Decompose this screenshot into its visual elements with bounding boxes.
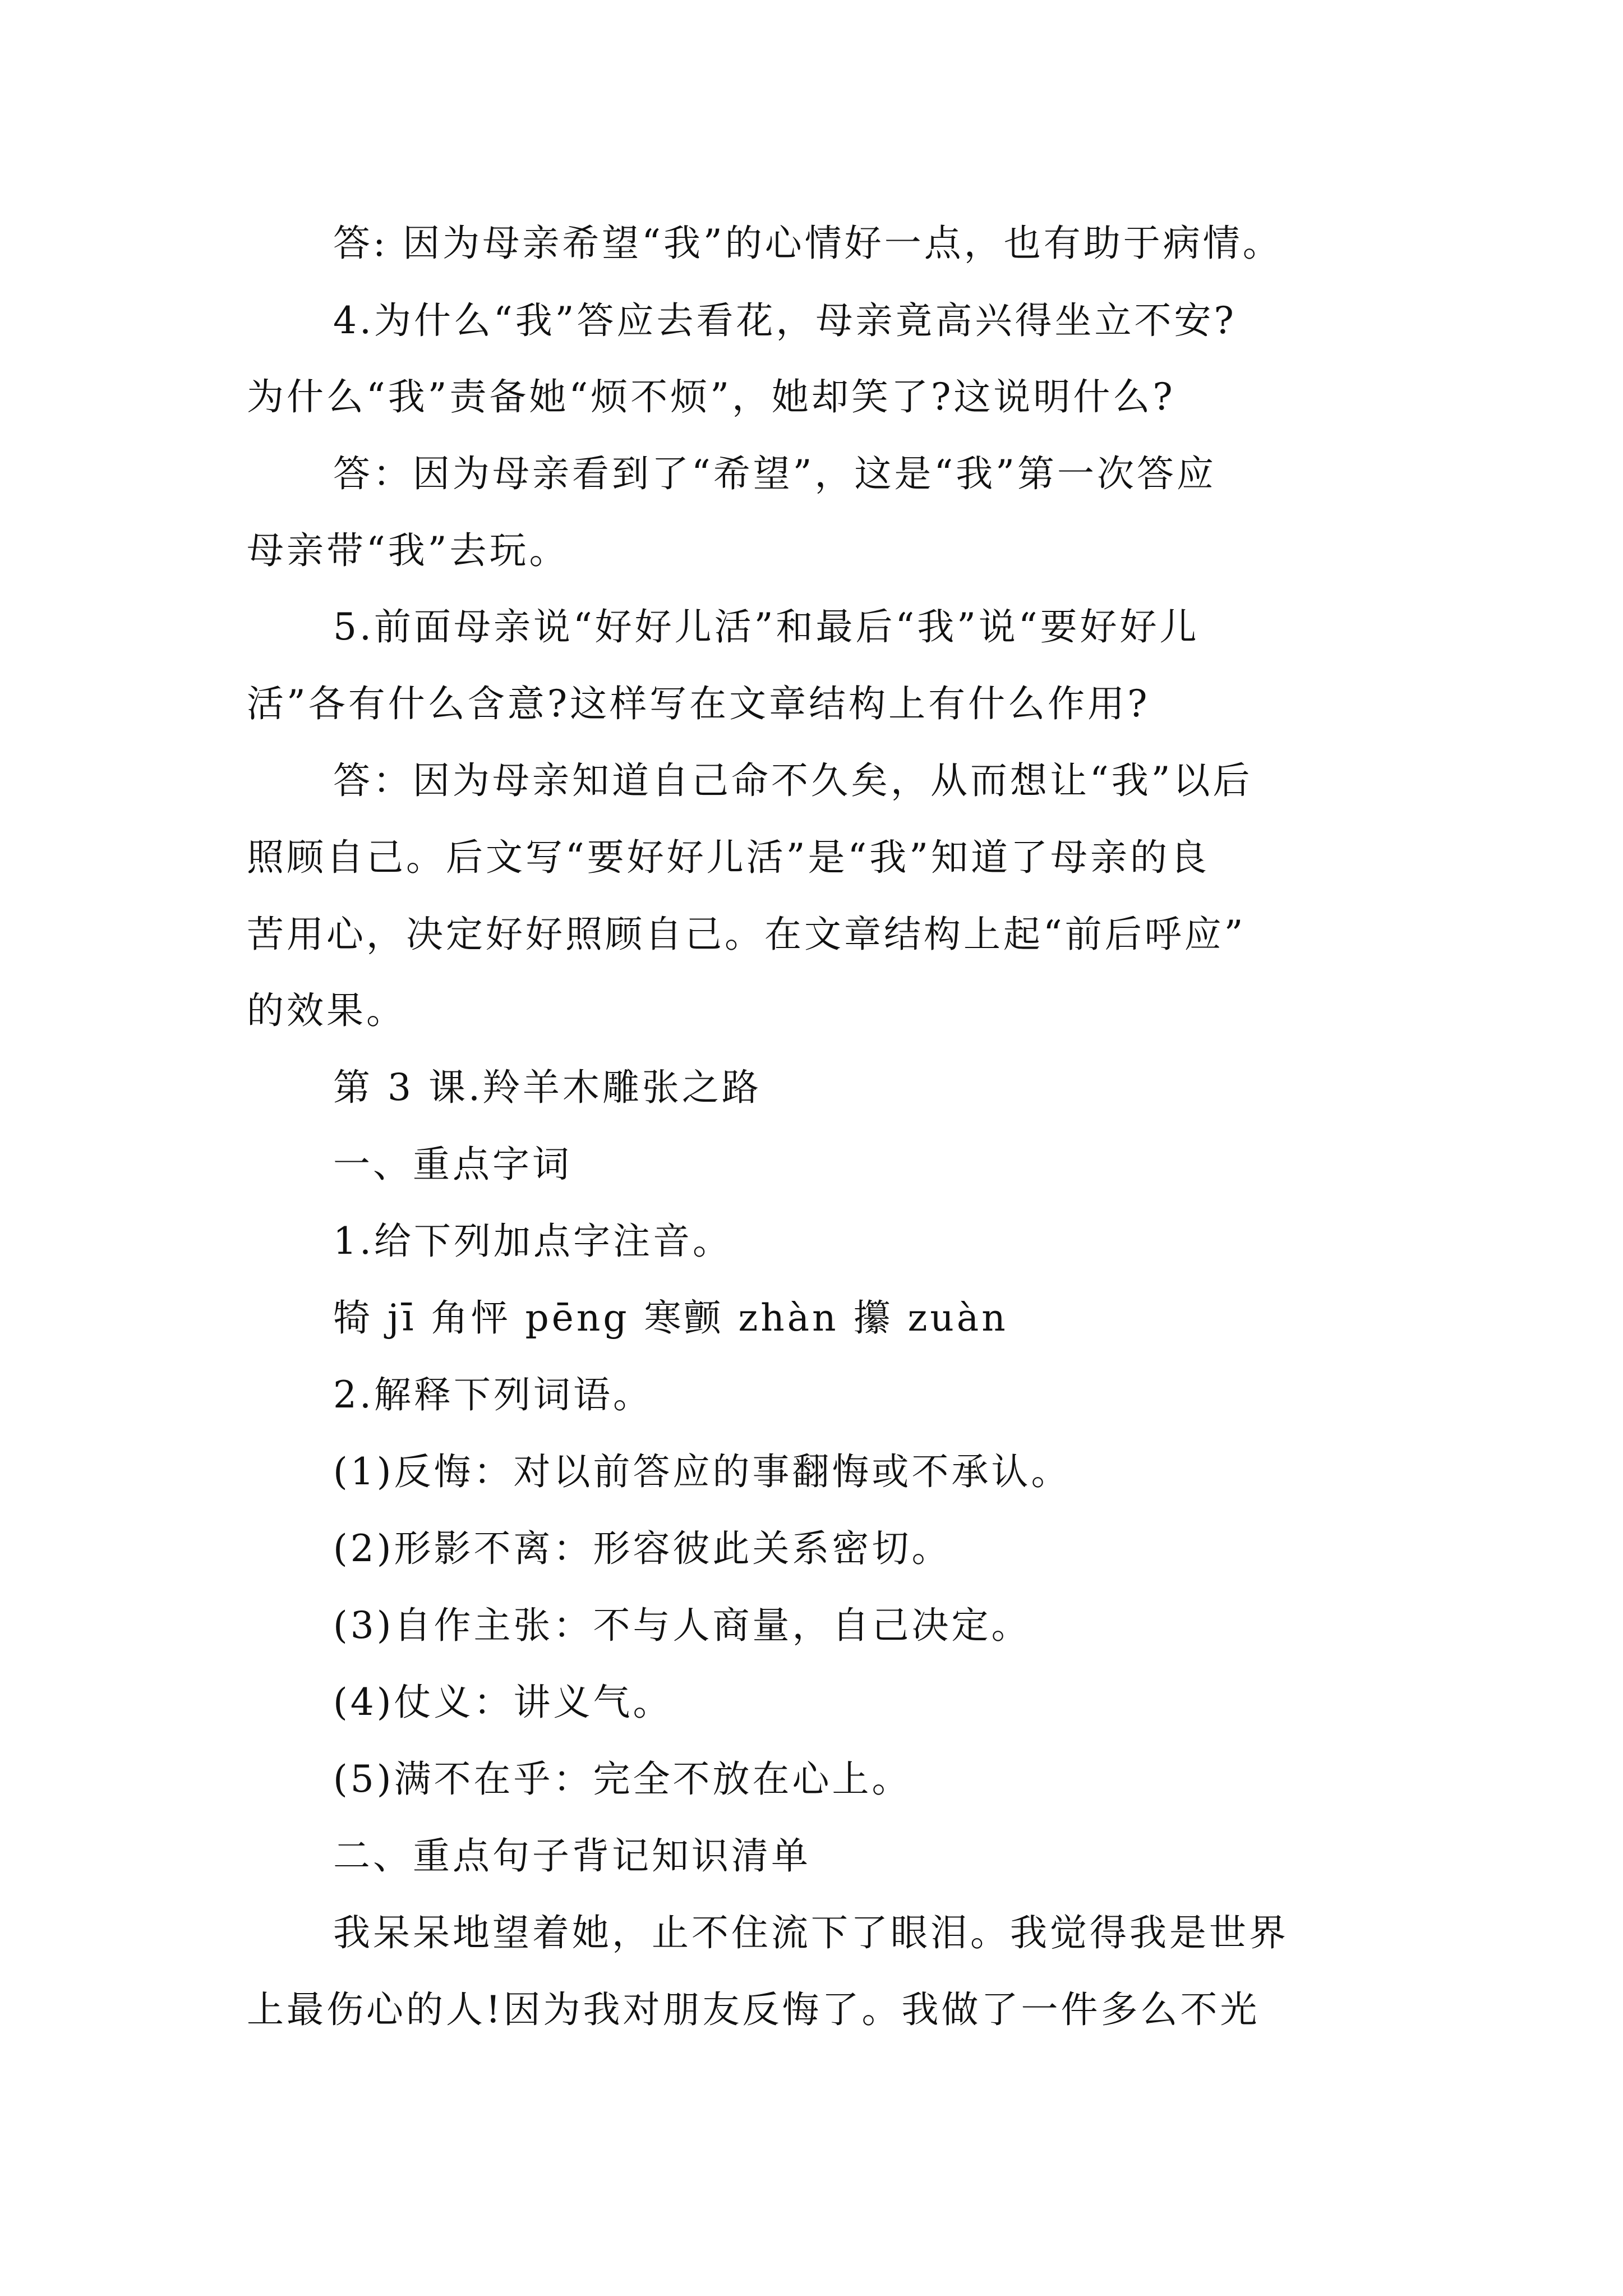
answer-4-line-1: 答：因为母亲看到了“希望”，这是“我”第一次答应	[333, 452, 1216, 495]
pinyin-line: 犄 jī 角怦 pēng 寒颤 zhàn 攥 zuàn	[333, 1296, 1008, 1340]
answer-5-line-4: 的效果。	[247, 989, 406, 1032]
definition-item-1: (1)反悔：对以前答应的事翻悔或不承认。	[333, 1450, 1071, 1493]
answer-3-line: 答: 因为母亲希望“我”的心情好一点，也有助于病情。	[333, 222, 1283, 265]
passage-line-2: 上最伤心的人!因为我对朋友反悔了。我做了一件多么不光	[247, 1988, 1260, 2031]
definition-item-4: (4)仗义：讲义气。	[333, 1681, 673, 1724]
answer-5-line-3: 苦用心，决定好好照顾自己。在文章结构上起“前后呼应”	[247, 913, 1246, 956]
definition-item-3: (3)自作主张：不与人商量，自己决定。	[333, 1604, 1031, 1647]
question-4-line-2: 为什么“我”责备她“烦不烦”，她却笑了?这说明什么?	[247, 375, 1175, 418]
exercise-1-heading: 1.给下列加点字注音。	[333, 1220, 732, 1263]
lesson-title: 第 3 课.羚羊木雕张之路	[333, 1066, 762, 1109]
definition-item-2: (2)形影不离：形容彼此关系密切。	[333, 1527, 952, 1570]
answer-5-line-1: 答：因为母亲知道自己命不久矣，从而想让“我”以后	[333, 759, 1253, 802]
exercise-2-heading: 2.解释下列词语。	[333, 1373, 653, 1416]
question-4-line-1: 4.为什么“我”答应去看花，母亲竟高兴得坐立不安?	[333, 299, 1237, 342]
definition-item-5: (5)满不在乎：完全不放在心上。	[333, 1757, 912, 1801]
section-heading-words: 一、重点字词	[333, 1143, 572, 1186]
answer-5-line-2: 照顾自己。后文写“要好好儿活”是“我”知道了母亲的良	[247, 836, 1210, 879]
answer-4-line-2: 母亲带“我”去玩。	[247, 529, 569, 572]
section-heading-sentences: 二、重点句子背记知识清单	[333, 1834, 811, 1878]
passage-line-1: 我呆呆地望着她，止不住流下了眼泪。我觉得我是世界	[333, 1911, 1289, 1954]
question-5-line-1: 5.前面母亲说“好好儿活”和最后“我”说“要好好儿	[333, 605, 1200, 648]
question-5-line-2: 活”各有什么含意?这样写在文章结构上有什么作用?	[247, 682, 1150, 725]
